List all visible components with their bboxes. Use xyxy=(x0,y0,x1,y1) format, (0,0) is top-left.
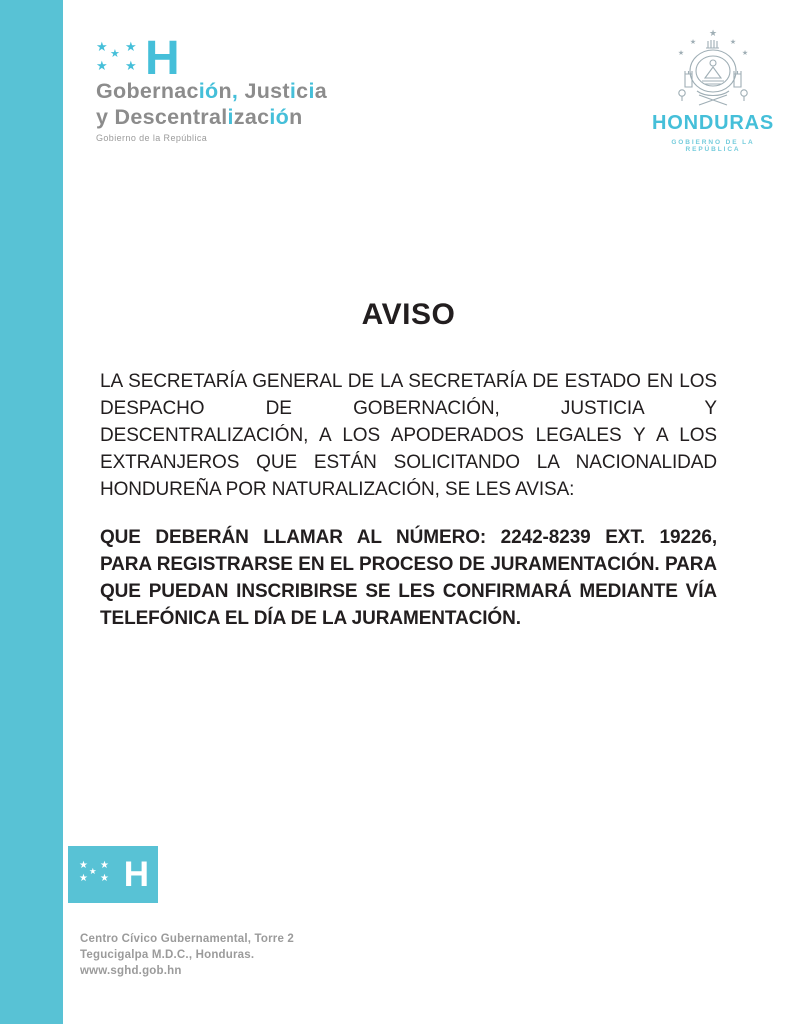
ministry-name-part: c xyxy=(296,79,309,103)
h-monogram: H xyxy=(123,855,149,894)
notice-title: AVISO xyxy=(361,298,456,331)
star-icon: ★ xyxy=(96,39,108,54)
star-icon: ★ xyxy=(677,50,685,57)
ministry-tagline: Gobierno de la República xyxy=(96,133,208,143)
ministry-name-part: i xyxy=(227,105,234,129)
star-icon: ★ xyxy=(729,39,737,46)
left-accent-bar xyxy=(0,0,63,1024)
paragraph-line: PARA REGISTRARSE EN EL PROCESO DE JURAMENTACIÓN. PARA xyxy=(100,554,717,575)
address-line: Tegucigalpa M.D.C., Honduras. xyxy=(80,949,255,961)
paragraph-line: TELEFÓNICA EL DÍA DE LA JURAMENTACIÓN. xyxy=(100,608,521,629)
ministry-logo xyxy=(96,32,376,143)
paragraph-line: DESPACHO DE GOBERNACIÓN, JUSTICIA Y xyxy=(100,398,717,419)
ministry-name-part: y Descentral xyxy=(96,105,228,129)
ministry-name-line2 xyxy=(96,107,376,128)
ministry-name-part: ió xyxy=(198,79,219,103)
star-icon: ★ xyxy=(125,58,137,73)
star-icon: ★ xyxy=(689,39,697,46)
ministry-name-part: i xyxy=(289,79,297,103)
ministry-name-part: Gobernac xyxy=(96,79,199,103)
star-icon: ★ xyxy=(89,866,97,876)
ministry-name-part: a xyxy=(314,79,327,103)
star-icon: ★ xyxy=(741,50,749,57)
paragraph-line: LA SECRETARÍA GENERAL DE LA SECRETARÍA DE ESTADO EN LOS xyxy=(100,371,717,392)
ministry-name-part: n xyxy=(218,79,232,103)
notice-paragraph-1 xyxy=(100,368,717,503)
paragraph-line: DESCENTRALIZACIÓN, A LOS APODERADOS LEGALES Y A LOS xyxy=(100,425,717,446)
star-icon: ★ xyxy=(100,873,109,884)
ministry-name-part: ió xyxy=(269,105,290,129)
star-icon: ★ xyxy=(100,860,109,871)
notice-body xyxy=(100,298,717,632)
paragraph-line: QUE PUEDAN INSCRIBIRSE SE LES CONFIRMARÁ MEDIANTE VÍA xyxy=(100,581,717,602)
website-url: www.sghd.gob.hn xyxy=(80,965,182,977)
honduras-tagline: GOBIERNO DE LA REPÚBLICA xyxy=(671,139,755,153)
footer-logo xyxy=(68,846,158,903)
ministry-name-line1 xyxy=(96,81,376,102)
ministry-name-part: Just xyxy=(238,79,290,103)
ministry-name-part: i xyxy=(308,79,315,103)
honduras-logo xyxy=(646,24,780,153)
star-icon: ★ xyxy=(79,860,88,871)
star-icon: ★ xyxy=(125,39,137,54)
star-icon: ★ xyxy=(708,28,718,38)
star-icon: ★ xyxy=(79,873,88,884)
star-icon: ★ xyxy=(96,58,108,73)
star-icon: ★ xyxy=(110,48,120,60)
ministry-name-part: , xyxy=(231,79,239,103)
footer-address xyxy=(80,931,294,979)
h-monogram: H xyxy=(145,32,179,85)
notice-paragraph-2 xyxy=(100,524,717,632)
flag-stars-icon xyxy=(96,32,179,85)
paragraph-line: QUE DEBERÁN LLAMAR AL NÚMERO: 2242-8239 EXT. 19226, xyxy=(100,527,717,548)
flag-stars-icon xyxy=(79,861,113,886)
paragraph-line: EXTRANJEROS QUE ESTÁN SOLICITANDO LA NACIONALIDAD xyxy=(100,452,717,473)
address-line: Centro Cívico Gubernamental, Torre 2 xyxy=(80,933,295,945)
ministry-name-part: n xyxy=(289,105,303,129)
paragraph-line: HONDUREÑA POR NATURALIZACIÓN, SE LES AVISA: xyxy=(100,479,575,500)
honduras-wordmark: HONDURAS xyxy=(652,112,774,134)
coat-of-arms-icon xyxy=(661,24,765,110)
ministry-name-part: zac xyxy=(233,105,270,129)
